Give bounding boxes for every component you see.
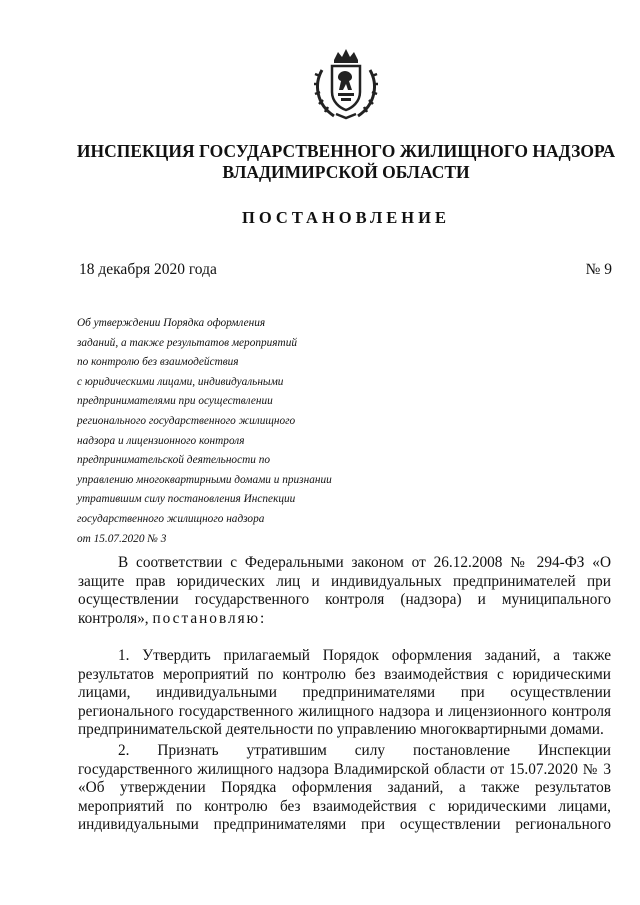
item-1-paragraph bbox=[78, 647, 611, 740]
document-number: № 9 bbox=[585, 261, 612, 278]
subject-line: государственного жилищного надзора bbox=[77, 512, 265, 525]
subject-line: надзора и лицензионного контроля bbox=[77, 434, 245, 447]
preamble-line: защите прав юридических лиц и индивидуальных предпринимателей при bbox=[78, 572, 611, 590]
subject-line: предпринимательской деятельности по bbox=[77, 454, 271, 467]
item-1-line: регионального государственного жилищного надзора и лицензионного контроля bbox=[78, 702, 611, 720]
subject-line: Об утверждении Порядка оформления bbox=[77, 317, 266, 329]
subject-line: предпринимателями при осуществлении bbox=[77, 395, 273, 408]
item-1-line: предпринимательской деятельности по управлению многоквартирными домами. bbox=[78, 721, 604, 739]
item-2-line: государственного жилищного надзора Владимирской области от 15.07.2020 № 3 bbox=[78, 760, 611, 778]
document-date: 18 декабря 2020 года bbox=[79, 261, 217, 278]
preamble-line: контроля», bbox=[78, 609, 153, 627]
org-name-line2: ВЛАДИМИРСКОЙ ОБЛАСТИ bbox=[222, 162, 470, 182]
preamble-line: осуществлении государственного контроля (надзора) и муниципального bbox=[78, 591, 611, 609]
subject-line: регионального государственного жилищного bbox=[77, 414, 296, 427]
preamble-line-last bbox=[78, 610, 611, 629]
preamble-paragraph bbox=[78, 554, 611, 628]
subject-line: заданий, а также результатов мероприятий bbox=[77, 336, 297, 349]
item-1-line: 1. Утвердить прилагаемый Порядок оформления заданий, а также bbox=[118, 647, 611, 664]
item-1-line: результатов мероприятий по контролю без взаимодействия с юридическими bbox=[78, 665, 611, 683]
document-type-title: ПОСТАНОВЛЕНИЕ bbox=[242, 208, 450, 227]
subject-line: с юридическими лицами, индивидуальными bbox=[77, 375, 284, 388]
preamble-line: В соответствии с Федеральными законом от 26.12.2008 № 294-ФЗ «О bbox=[118, 554, 611, 571]
item-2-line: «Об утверждении Порядка оформления заданий, а также результатов bbox=[78, 779, 611, 797]
item-2-line: 2. Признать утратившим силу постановление Инспекции bbox=[118, 742, 611, 759]
subject-line: утратившим силу постановления Инспекции bbox=[77, 493, 296, 506]
org-name-line1: ИНСПЕКЦИЯ ГОСУДАРСТВЕННОГО ЖИЛИЩНОГО НАДЗОРА bbox=[76, 141, 616, 161]
item-1-line: лицами, индивидуальными предпринимателями при осуществлении bbox=[78, 684, 611, 702]
coat-of-arms-icon bbox=[308, 46, 384, 122]
item-2-paragraph bbox=[78, 742, 611, 835]
subject-line: управлению многоквартирными домами и признании bbox=[77, 473, 332, 486]
subject-line: по контролю без взаимодействия bbox=[77, 356, 239, 369]
document-subject bbox=[77, 314, 397, 549]
decree-word: постановляю: bbox=[152, 609, 267, 627]
item-2-line: мероприятий по контролю без взаимодействия с юридическими лицами, bbox=[78, 797, 611, 815]
item-2-line: индивидуальными предпринимателями при осуществлении регионального bbox=[78, 816, 611, 834]
subject-line: от 15.07.2020 № 3 bbox=[77, 532, 167, 545]
